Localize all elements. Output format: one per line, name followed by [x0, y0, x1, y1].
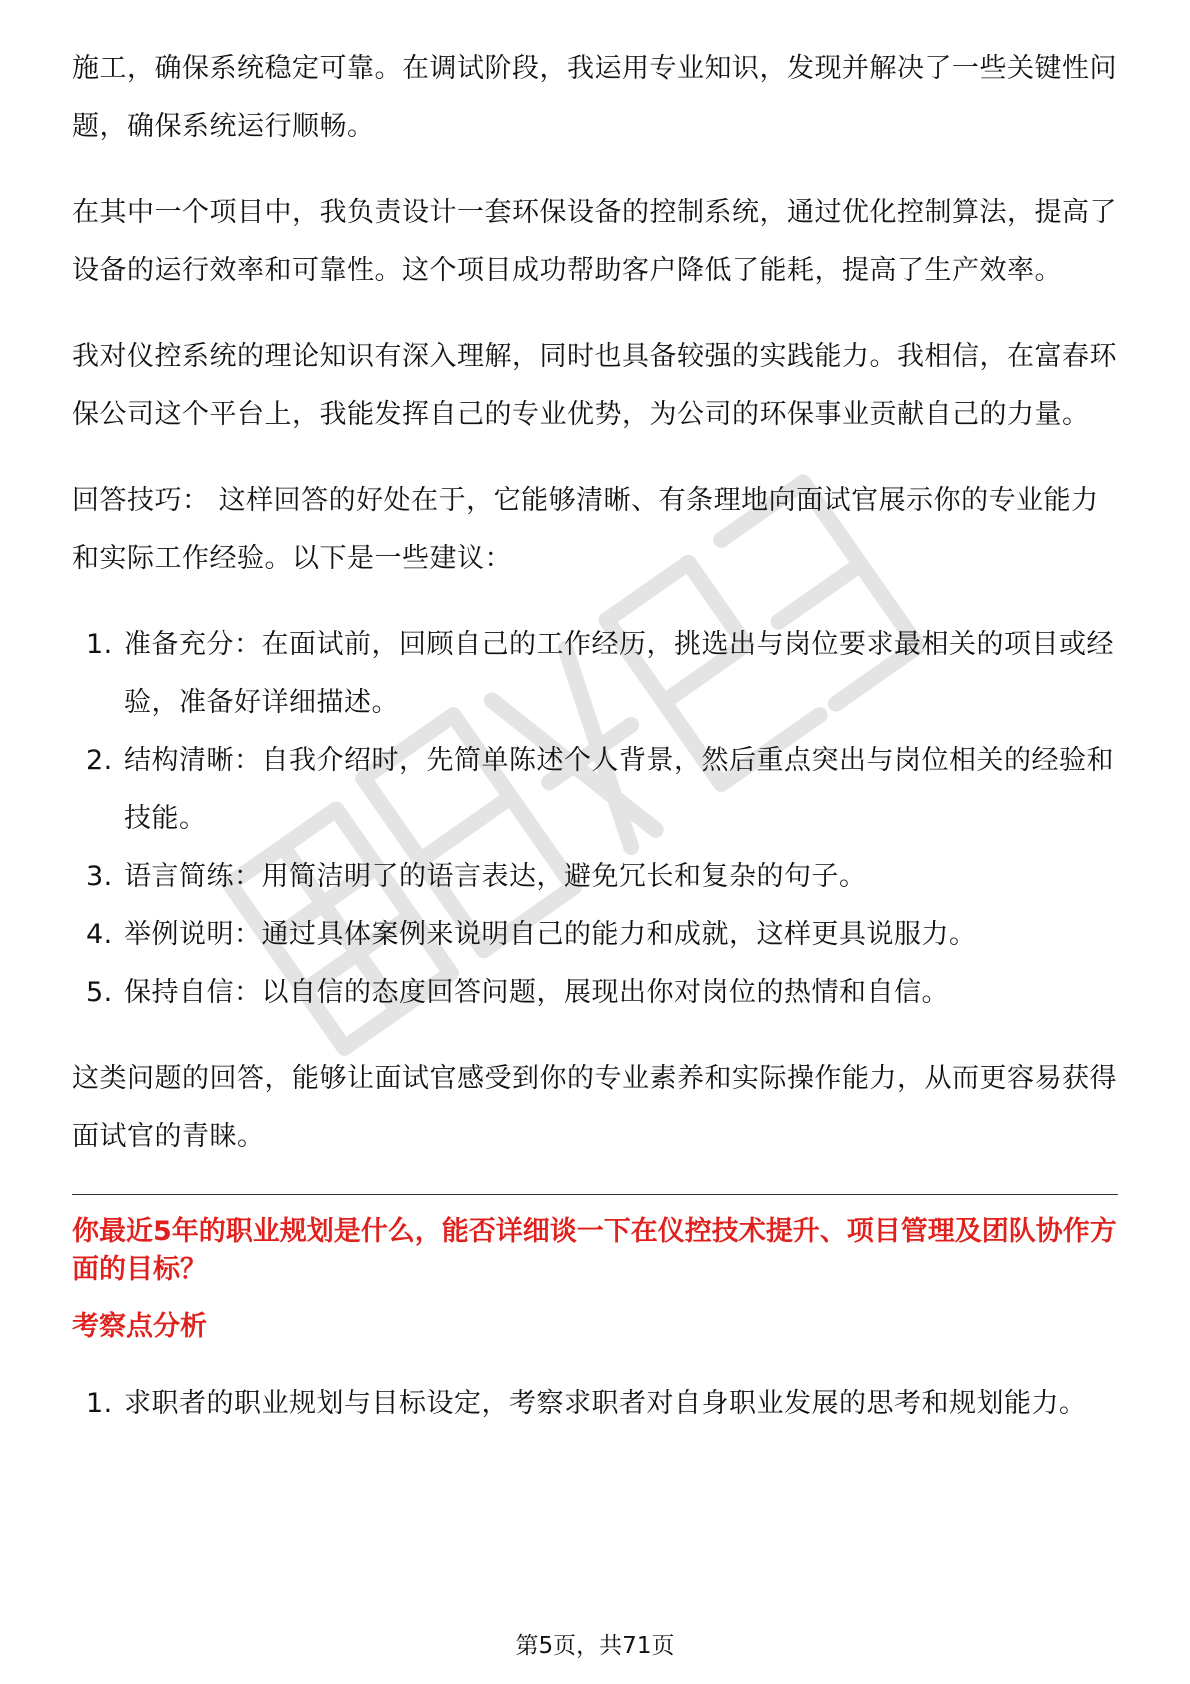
analysis-list: [72, 1375, 1118, 1433]
list-item: [72, 964, 1118, 1022]
list-item: [72, 616, 1118, 732]
list-number: 3.: [86, 861, 113, 892]
list-text: 结构清晰：自我介绍时，先简单陈述个人背景，然后重点突出与岗位相关的经验和技能。: [124, 745, 1114, 834]
list-text: 求职者的职业规划与目标设定，考察求职者对自身职业发展的思考和规划能力。: [124, 1388, 1087, 1419]
tips-list: [72, 616, 1118, 1022]
paragraph-closing: 这类问题的回答，能够让面试官感受到你的专业素养和实际操作能力，从而更容易获得面试官的青睐。: [72, 1063, 1117, 1152]
list-number: 1.: [86, 629, 113, 660]
list-item: [72, 848, 1118, 906]
page-number: 第5页，共71页: [515, 1633, 675, 1659]
list-number: 5.: [86, 977, 113, 1008]
list-number: 2.: [86, 745, 113, 776]
analysis-heading: 考察点分析: [72, 1311, 207, 1342]
list-text: 举例说明：通过具体案例来说明自己的能力和成就，这样更具说服力。: [124, 919, 977, 950]
paragraph-tips-intro: 回答技巧： 这样回答的好处在于，它能够清晰、有条理地向面试官展示你的专业能力和实际工作经验。以下是一些建议：: [72, 485, 1099, 574]
list-number: 4.: [86, 919, 113, 950]
paragraph-ability: 我对仪控系统的理论知识有深入理解，同时也具备较强的实践能力。我相信，在富春环保公司这个平台上，我能发挥自己的专业优势，为公司的环保事业贡献自己的力量。: [72, 341, 1117, 430]
main-content: [72, 40, 1118, 1461]
list-item: [72, 906, 1118, 964]
list-item: [72, 1375, 1118, 1433]
paragraph-debugging: 施工，确保系统稳定可靠。在调试阶段，我运用专业知识，发现并解决了一些关键性问题，确保系统运行顺畅。: [72, 53, 1117, 142]
list-text: 保持自信：以自信的态度回答问题，展现出你对岗位的热情和自信。: [124, 977, 949, 1008]
section-divider: [72, 1194, 1118, 1195]
paragraph-project: 在其中一个项目中，我负责设计一套环保设备的控制系统，通过优化控制算法，提高了设备的运行效率和可靠性。这个项目成功帮助客户降低了能耗，提高了生产效率。: [72, 197, 1117, 286]
list-text: 语言简练：用简洁明了的语言表达，避免冗长和复杂的句子。: [124, 861, 867, 892]
list-number: 1.: [86, 1388, 113, 1419]
list-text: 准备充分：在面试前，回顾自己的工作经历，挑选出与岗位要求最相关的项目或经验，准备好详细描述。: [124, 629, 1114, 718]
list-item: [72, 732, 1118, 848]
question-heading: 你最近5年的职业规划是什么，能否详细谈一下在仪控技术提升、项目管理及团队协作方面的目标？: [72, 1216, 1117, 1285]
